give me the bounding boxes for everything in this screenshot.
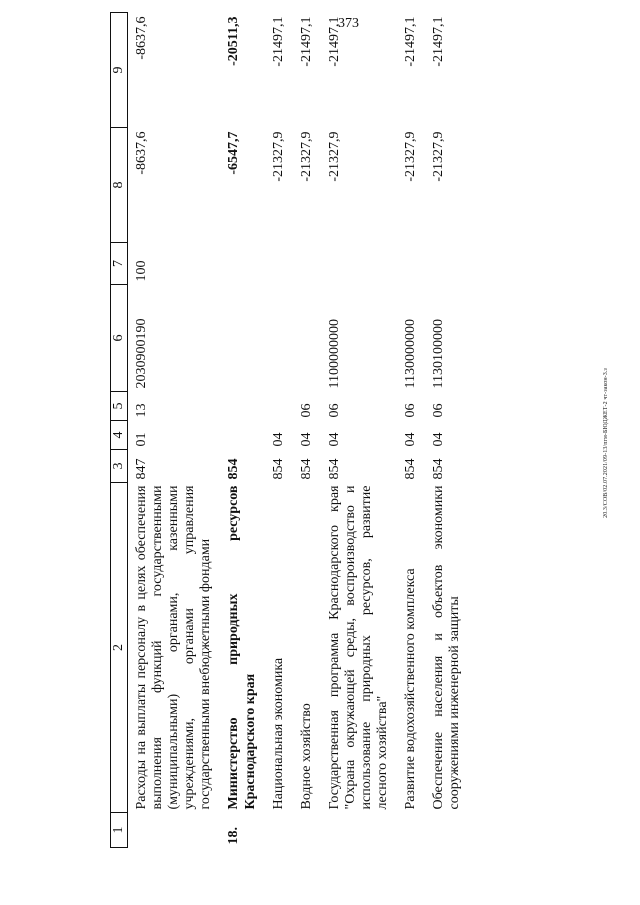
row-cell-c9: -21497,1 [431,16,447,67]
row-cell-c9: -21497,1 [298,16,314,67]
column-header-3: 3 [111,450,128,483]
row-cell-c6: 1100000000 [326,319,342,389]
row-cell-c4: 04 [270,432,286,447]
row-cell-c5: 06 [431,403,447,418]
column-header-6: 6 [111,285,128,392]
row-cell-c4 [220,421,264,450]
row-cell-c3: 854 [270,458,286,480]
column-header-5: 5 [111,392,128,421]
row-cell-c4: 04 [298,432,314,447]
row-cell-no: 18. [226,827,242,845]
column-header-2: 2 [111,483,128,813]
column-header-7: 7 [111,243,128,285]
row-cell-c6 [220,285,264,392]
row-cell-c8: -21327,9 [403,131,419,182]
row-cell-c9: -21497,1 [403,16,419,67]
row-cell-c6 [293,285,321,392]
row-cell-c6: 1130100000 [431,319,447,389]
row-name-cell: Обеспечение населения и объектов экономики сооружениями инженерной защиты [431,485,463,810]
table-row [293,13,321,848]
row-cell-no [425,813,469,848]
row-cell-no [293,813,321,848]
row-cell-c4: 01 [134,432,149,447]
row-cell-c5: 13 [134,403,149,418]
row-cell-c4: 04 [403,432,419,447]
column-header-8: 8 [111,128,128,243]
row-cell-c7 [425,243,469,285]
row-cell-c9: -21497,1 [270,16,286,67]
row-name-cell: Национальная экономика [270,657,286,810]
table-row [321,13,397,848]
column-header-4: 4 [111,421,128,450]
budget-table [110,12,470,848]
table-row [265,13,293,848]
row-cell-c5: 06 [298,403,314,418]
table-row [397,13,425,848]
table-row [425,13,469,848]
row-cell-no [321,813,397,848]
row-cell-c4: 04 [326,432,342,447]
row-cell-c5: 06 [403,403,419,418]
header-row [111,13,128,848]
row-cell-c8: -21327,9 [326,131,342,182]
row-cell-c8: -21327,9 [270,131,286,182]
row-name-cell: Водное хозяйство [298,703,314,810]
row-cell-c5 [265,392,293,421]
row-cell-c3: 854 [403,458,419,480]
row-cell-c3: 847 [134,458,149,480]
row-cell-c6: 1130000000 [403,319,419,389]
row-cell-c8: -8637,6 [134,131,149,175]
page-number: 373 [338,16,359,31]
row-cell-c8: -21327,9 [431,131,447,182]
row-cell-c5 [220,392,264,421]
row-cell-c9: -20511,3 [226,16,242,66]
row-cell-no [265,813,293,848]
row-cell-c8: -21327,9 [298,131,314,182]
row-cell-c6 [265,285,293,392]
row-cell-c7 [293,243,321,285]
row-cell-c5: 06 [326,403,342,418]
row-cell-no [128,813,221,848]
row-cell-c7 [265,243,293,285]
row-cell-c3: 854 [326,458,342,480]
row-cell-c9: -21497,1 [326,16,342,67]
row-cell-no [397,813,425,848]
row-cell-c7 [321,243,397,285]
row-cell-c9: -8637,6 [134,16,149,60]
column-header-9: 9 [111,13,128,128]
table-body [128,13,470,848]
row-cell-c3: 854 [431,458,447,480]
row-cell-c7 [220,243,264,285]
row-cell-c6: 2030900190 [134,318,149,389]
document-code: 20.3/СОВ/02.07.2021/09-13/пгм-БЮДЖЕТ-2 чт-закон-3.з [603,368,609,518]
row-cell-c3: 854 [226,458,242,480]
row-cell-c8: -6547,7 [226,131,242,175]
row-name-cell: Развитие водохозяйственного комплекса [403,568,419,810]
row-cell-c7 [397,243,425,285]
row-name-cell: Государственная программа Краснодарского края "Охрана окружающей среды, воспроизводство и использование природных ресурсов, развитие лесного хозяйства" [326,485,391,810]
row-cell-c4: 04 [431,432,447,447]
row-name-cell: Министерство природных ресурсов Краснодарского края [226,485,258,810]
row-name-cell: Расходы на выплаты персоналу в целях обеспечения выполнения функций государственными (муниципальными) органами, казенными учреждениями, органами управления государственными внебюджетными фондами [134,485,214,810]
column-header-1: 1 [111,813,128,848]
table-row [220,13,264,848]
table-row [128,13,221,848]
row-cell-c3: 854 [298,458,314,480]
row-cell-c7: 100 [134,260,149,282]
